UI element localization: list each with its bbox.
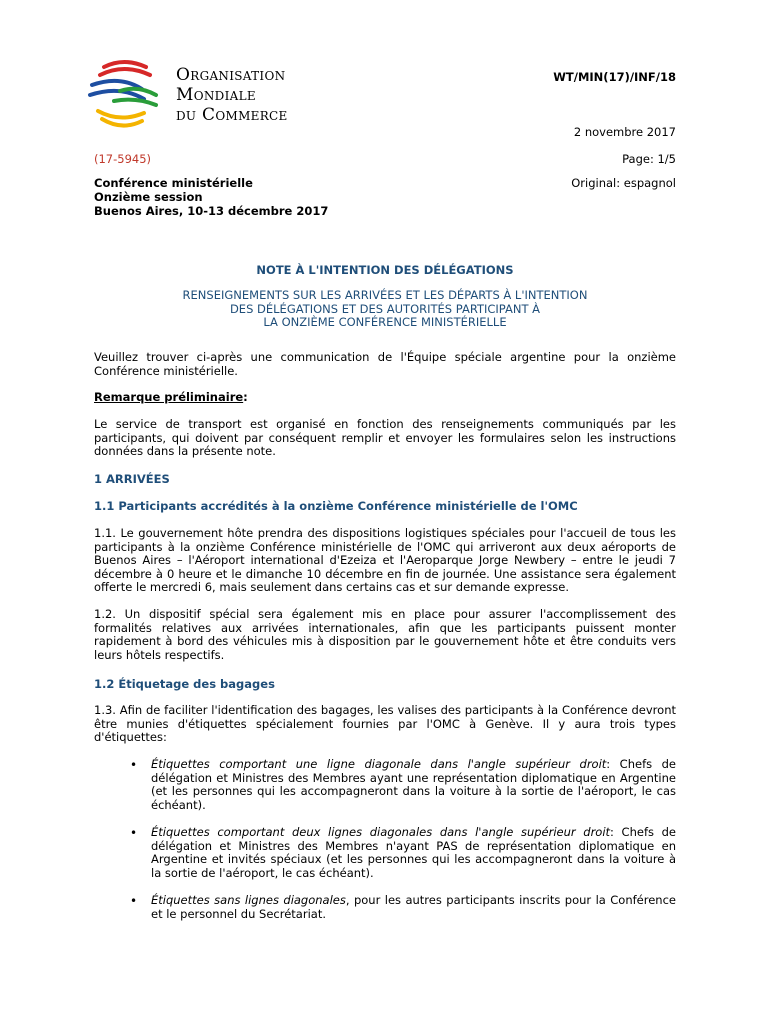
remark-label: Remarque préliminaire bbox=[94, 390, 244, 404]
subtitle-line2: DES DÉLÉGATIONS ET DES AUTORITÉS PARTICIPANT À bbox=[229, 301, 541, 316]
wto-logo bbox=[84, 55, 334, 135]
page-number: Page: 1/5 bbox=[622, 152, 676, 166]
bullet-italic: Étiquettes comportant deux lignes diagonales dans l'angle supérieur droit bbox=[151, 825, 611, 839]
bullet-rest: : Chefs de délégation et Ministres des Membres ayant une représentation diplomatique en Argentine (et les personnes qui les accompagneront dans la voiture à la sortie de l'aéroport, le cas échéant). bbox=[151, 757, 676, 812]
original-language: Original: espagnol bbox=[571, 176, 676, 190]
bullet-icon: • bbox=[130, 894, 138, 908]
org-name bbox=[176, 65, 288, 125]
note-subtitle bbox=[94, 289, 676, 330]
bullet-italic: Étiquettes comportant une ligne diagonale dans l'angle supérieur droit bbox=[151, 757, 607, 771]
bullet-icon: • bbox=[130, 758, 138, 772]
wto-logo-icon bbox=[84, 55, 164, 135]
subtitle-line3: LA ONZIÈME CONFÉRENCE MINISTÉRIELLE bbox=[263, 315, 507, 329]
subtitle-line1: RENSEIGNEMENTS SUR LES ARRIVÉES ET LES DÉPARTS À L'INTENTION bbox=[182, 288, 588, 302]
note-title: NOTE À L'INTENTION DES DÉLÉGATIONS bbox=[256, 263, 514, 277]
conference-line2: Onzième session bbox=[94, 190, 203, 204]
document-code: (17-5945) bbox=[94, 152, 152, 166]
org-name-line1: Organisation bbox=[176, 65, 286, 85]
bullet-item bbox=[151, 758, 676, 812]
document-date: 2 novembre 2017 bbox=[573, 125, 676, 139]
section-heading-arrivals: 1 ARRIVÉES bbox=[94, 472, 170, 486]
conference-line1: Conférence ministérielle bbox=[94, 176, 253, 190]
bullet-rest: : Chefs de délégation et Ministres des Membres n'ayant PAS de représentation diplomatique en Argentine et invités spéciaux (et les personnes qui les accompagneront dans la voiture à la sortie de l'aéroport, le cas échéant). bbox=[151, 825, 676, 880]
org-name-line2: Mondiale bbox=[176, 85, 256, 105]
paragraph-1-1: 1.1. Le gouvernement hôte prendra des dispositions logistiques spéciales pour l'accueil de tous les participants à la onzième Conférence ministérielle de l'OMC qui arriveront aux deux aéroports de Buenos Aires – l'Aéroport international d'Ezeiza et l'Aeroparque Jorge Newbery – entre le jeudi 7 décembre à 0 heure et le dimanche 10 décembre en fin de journée. Une assistance sera également offerte le mercredi 6, mais seulement dans certains cas et sur demande expresse. bbox=[94, 526, 676, 595]
bullet-italic: Étiquettes sans lignes diagonales bbox=[151, 893, 346, 907]
intro-paragraph: Veuillez trouver ci-après une communication de l'Équipe spéciale argentine pour la onzième Conférence ministérielle. bbox=[94, 350, 676, 378]
paragraph-1-2: 1.2. Un dispositif spécial sera également mis en place pour assurer l'accomplissement des formalités relatives aux arrivées internationales, afin que les participants puissent monter rapidement à bord des véhicules mis à disposition par le gouvernement hôte et être conduits vers leurs hôtels respectifs. bbox=[94, 607, 676, 662]
remark-colon: : bbox=[243, 390, 248, 404]
bullet-rest: , pour les autres participants inscrits pour la Conférence et le personnel du Secrétariat. bbox=[151, 893, 676, 921]
conference-line3: Buenos Aires, 10-13 décembre 2017 bbox=[94, 204, 329, 218]
subsection-heading-accredited: 1.1 Participants accrédités à la onzième Conférence ministérielle de l'OMC bbox=[94, 499, 578, 513]
document-reference: WT/MIN(17)/INF/18 bbox=[553, 70, 676, 84]
org-name-line3: du Commerce bbox=[176, 105, 288, 125]
paragraph-1-3: 1.3. Afin de faciliter l'identification des bagages, les valises des participants à la Conférence devront être munies d'étiquettes spécialement fournies par l'OMC à Genève. Il y aura trois types d'étiquettes: bbox=[94, 703, 676, 745]
bullet-icon: • bbox=[130, 826, 138, 840]
remark-paragraph: Le service de transport est organisé en fonction des renseignements communiqués par les participants, qui doivent par conséquent remplir et envoyer les formulaires selon les instructions données dans la présente note. bbox=[94, 417, 676, 459]
remark-heading bbox=[94, 391, 676, 405]
subsection-heading-baggage: 1.2 Étiquetage des bagages bbox=[94, 677, 275, 691]
conference-info bbox=[94, 176, 328, 218]
bullet-item bbox=[151, 894, 676, 921]
bullet-item bbox=[151, 826, 676, 880]
